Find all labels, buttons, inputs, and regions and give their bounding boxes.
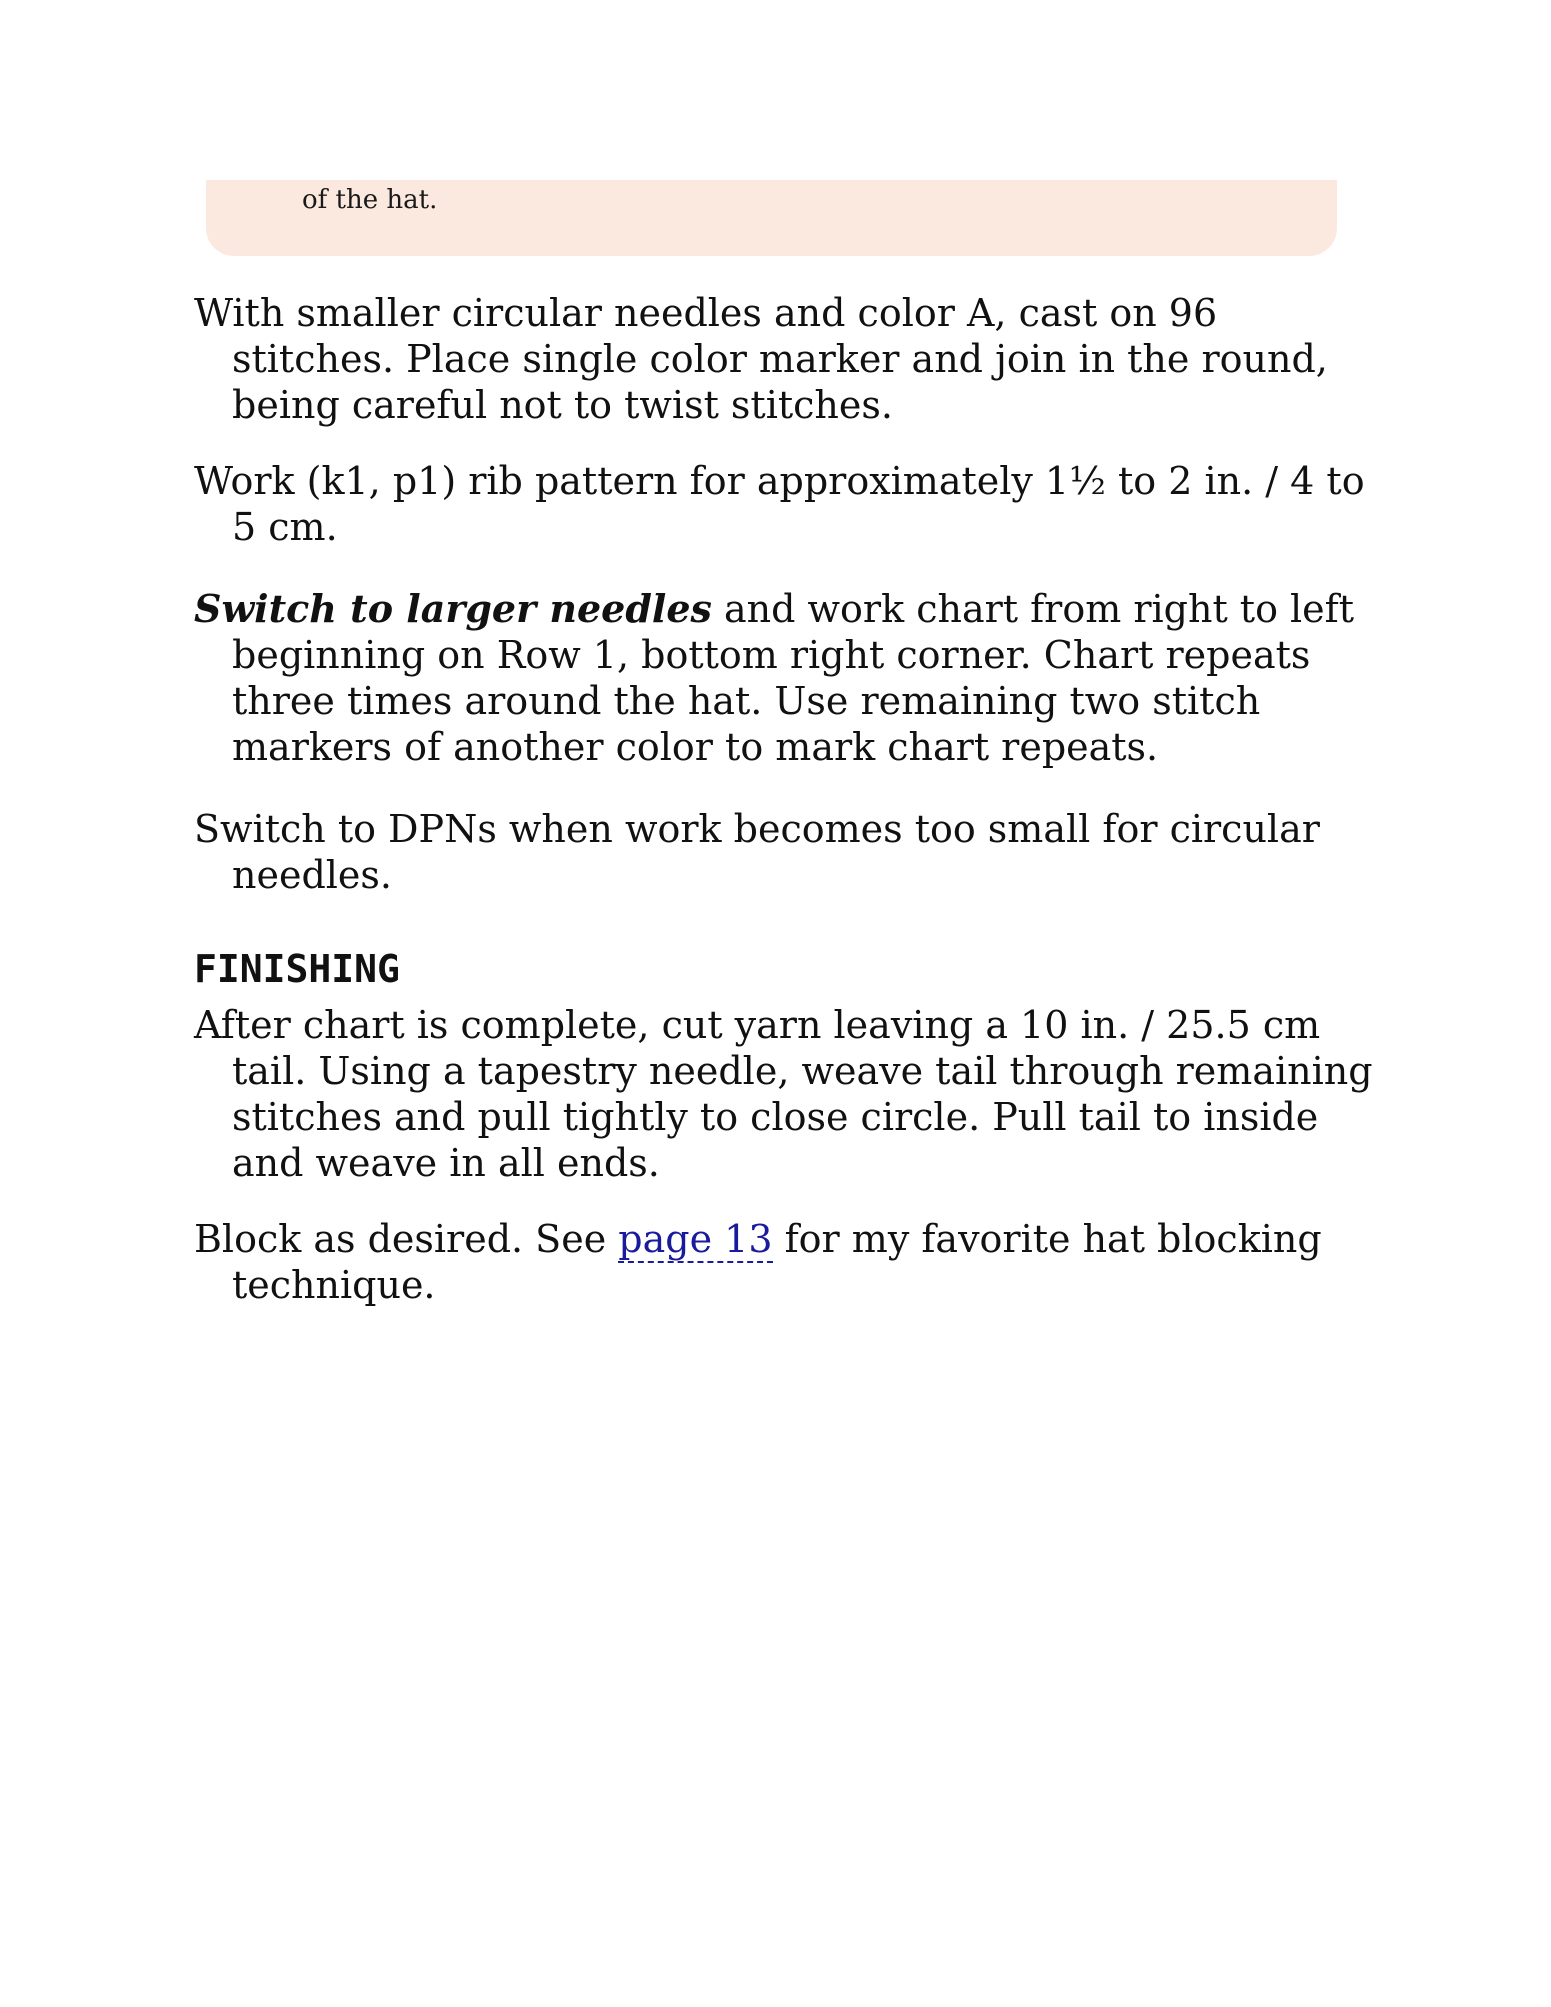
rib-paragraph: Work (k1, p1) rib pattern for approximately 1½ to 2 in. / 4 to 5 cm.	[194, 459, 1365, 549]
chart-paragraph-text: and work chart from right to left beginning on Row 1, bottom right corner. Chart repeats three times around the hat. Use remaining two stitch markers of another color to mark chart repeats.	[232, 587, 1355, 769]
dpn-paragraph: Switch to DPNs when work becomes too small for circular needles.	[194, 807, 1320, 897]
blocking-text-after: for my favorite hat blocking technique.	[232, 1217, 1322, 1307]
callout-text: of the hat.	[302, 185, 438, 215]
cast-on-paragraph: With smaller circular needles and color A, cast on 96 stitches. Place single color marker and join in the round, being careful not to twist stitches.	[194, 291, 1328, 427]
blocking-paragraph	[194, 1216, 1374, 1308]
finishing-heading: FINISHING	[194, 947, 400, 991]
callout-box	[206, 180, 1337, 256]
instructions-body	[194, 290, 1374, 1344]
chart-paragraph-lead: Switch to larger needles	[194, 586, 712, 631]
page-13-link[interactable]: page 13	[618, 1217, 773, 1261]
blocking-text-before: Block as desired. See	[194, 1217, 619, 1261]
finishing-paragraph: After chart is complete, cut yarn leaving a 10 in. / 25.5 cm tail. Using a tapestry needle, weave tail through remaining stitches and pull tightly to close circle. Pull tail to inside and weave in all ends.	[194, 1003, 1373, 1185]
chart-paragraph	[194, 586, 1374, 770]
